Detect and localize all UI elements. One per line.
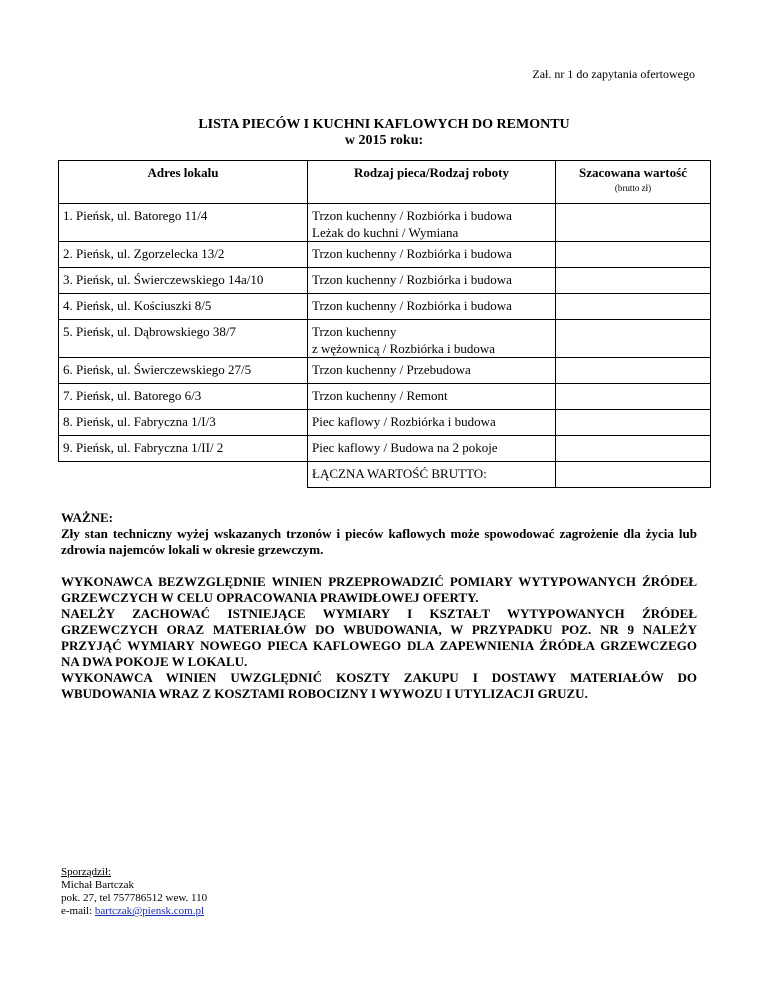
row-type: Piec kaflowy / Budowa na 2 pokoje [308,436,556,462]
header-value-label: Szacowana wartość [579,165,687,180]
row-value [556,242,711,268]
table-header-row [59,161,711,204]
table-row [59,204,711,242]
row-address: 4. Pieńsk, ul. Kościuszki 8/5 [59,294,308,320]
table-row [59,410,711,436]
row-address: 2. Pieńsk, ul. Zgorzelecka 13/2 [59,242,308,268]
row-value [556,384,711,410]
table-row [59,436,711,462]
table-row [59,268,711,294]
row-type [308,320,556,358]
total-spacer [59,462,308,488]
row-type-line: z wężownicą / Rozbiórka i budowa [312,341,496,356]
total-label: ŁĄCZNA WARTOŚĆ BRUTTO: [308,462,556,488]
row-value [556,320,711,358]
title-line-1: LISTA PIECÓW I KUCHNI KAFLOWYCH DO REMONTU [198,117,570,132]
author-name: Michał Bartczak [61,879,134,891]
author-contact: pok. 27, tel 757786512 wew. 110 [61,892,208,904]
total-row [59,462,711,488]
annex-note: Zał. nr 1 do zapytania ofertowego [532,67,695,81]
important-text: Zły stan techniczny wyżej wskazanych trzonów i pieców kaflowych może spowodować zagrożenie dla życia lub zdrowia najemców lokali w okresie grzewczym. [61,526,697,557]
row-value [556,204,711,242]
important-section [61,510,697,558]
title-line-2: w 2015 roku: [344,133,424,148]
prepared-by-label: Sporządził: [61,866,112,878]
table-row [59,320,711,358]
row-type: Trzon kuchenny / Remont [308,384,556,410]
row-address: 6. Pieńsk, ul. Świerczewskiego 27/5 [59,358,308,384]
email-link[interactable]: bartczak@piensk.com.pl [94,905,204,917]
row-type: Trzon kuchenny / Przebudowa [308,358,556,384]
header-value [556,161,711,204]
row-type: Trzon kuchenny / Rozbiórka i budowa [308,268,556,294]
row-type [308,204,556,242]
total-value [556,462,711,488]
table-row [59,358,711,384]
header-type: Rodzaj pieca/Rodzaj roboty [308,161,556,204]
header-value-sub: (brutto zł) [614,183,652,193]
row-type-line: Leżak do kuchni / Wymiana [312,225,459,240]
row-type-line: Trzon kuchenny [312,324,397,339]
table-row [59,384,711,410]
row-address: 3. Pieńsk, ul. Świerczewskiego 14a/10 [59,268,308,294]
document-title [0,117,768,149]
header-address: Adres lokalu [59,161,308,204]
instruction-measurement: WYKONAWCA BEZWZGLĘDNIE WINIEN PRZEPROWADZIĆ POMIARY WYTYPOWANYCH ŹRÓDEŁ GRZEWCZYCH W CELU OPRACOWANIA PRAWIDŁOWEJ OFERTY. [61,574,697,605]
row-type: Piec kaflowy / Rozbiórka i budowa [308,410,556,436]
instruction-costs: WYKONAWCA WINIEN UWZGLĘDNIĆ KOSZTY ZAKUPU I DOSTAWY MATERIAŁÓW DO WBUDOWANIA WRAZ Z KOSZTAMI ROBOCIZNY I WYWOZU I UTYLIZACJI GRUZU. [61,670,697,701]
table-row [59,242,711,268]
instructions-section [61,574,697,702]
row-address: 5. Pieńsk, ul. Dąbrowskiego 38/7 [59,320,308,358]
row-address: 9. Pieńsk, ul. Fabryczna 1/II/ 2 [59,436,308,462]
instruction-dimensions: NAELŻY ZACHOWAĆ ISTNIEJĄCE WYMIARY I KSZTAŁT WYTYPOWANYCH ŹRÓDEŁ GRZEWCZYCH ORAZ MATERIAŁÓW DO WBUDOWANIA, W PRZYPADKU POZ. NR 9 NALEŻY PRZYJĄĆ WYMIARY NOWEGO PIECA KAFLOWEGO DLA ZAPEWNIENIA ŹRÓDŁA GRZEWCZEGO NA DWA POKOJE W LOKALU. [61,606,697,669]
row-type: Trzon kuchenny / Rozbiórka i budowa [308,294,556,320]
email-label: e-mail: [61,905,95,917]
table-row [59,294,711,320]
row-value [556,294,711,320]
row-type: Trzon kuchenny / Rozbiórka i budowa [308,242,556,268]
row-value [556,410,711,436]
important-heading: WAŻNE: [61,510,114,525]
prepared-by [61,866,207,918]
row-value [556,436,711,462]
row-address: 1. Pieńsk, ul. Batorego 11/4 [59,204,308,242]
row-address: 7. Pieńsk, ul. Batorego 6/3 [59,384,308,410]
row-value [556,268,711,294]
row-address: 8. Pieńsk, ul. Fabryczna 1/I/3 [59,410,308,436]
row-value [556,358,711,384]
stoves-table [58,160,711,488]
author-email-line [61,905,207,918]
row-type-line: Trzon kuchenny / Rozbiórka i budowa [312,208,512,223]
